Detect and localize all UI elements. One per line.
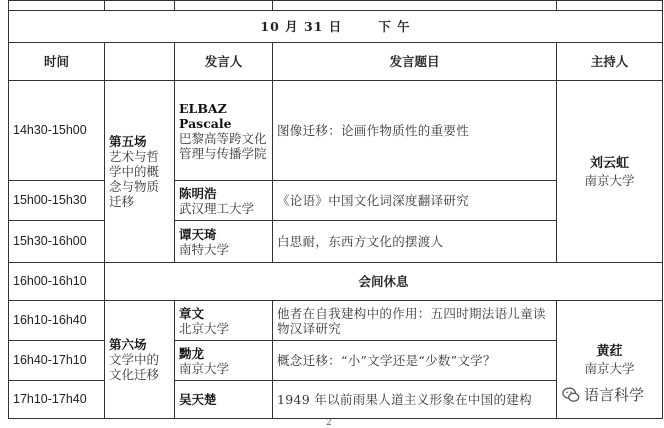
- speaker-org: 南京大学: [179, 360, 230, 376]
- host-org: 南京大学: [584, 360, 635, 376]
- date-header-row: [9, 11, 663, 43]
- table-row: [9, 81, 663, 181]
- cell: [175, 1, 273, 11]
- time-cell: 14h30-15h00: [9, 81, 105, 181]
- cell: [9, 1, 105, 11]
- cell: [557, 1, 663, 11]
- topic-cell: 图像迁移：论画作物质性的重要性: [273, 81, 557, 181]
- speaker-name: 吴天楚: [179, 392, 217, 407]
- break-row: [9, 263, 663, 301]
- session-subtitle: 文学中的文化迁移: [109, 352, 160, 382]
- date-period: 下 午: [378, 19, 411, 34]
- topic-cell: 1949 年以前雨果人道主义形象在中国的建构: [273, 381, 557, 419]
- cell: [105, 1, 175, 11]
- speaker-cell: [175, 301, 273, 341]
- speaker-org: 武汉理工大学: [179, 200, 255, 216]
- time-cell: 17h10-17h40: [9, 381, 105, 419]
- col-header-topic: 发言题目: [273, 43, 557, 81]
- speaker-org: 南特大学: [179, 241, 230, 257]
- topic-cell: 概念迁移：“小”文学还是“少数”文学？: [273, 341, 557, 381]
- time-cell: 16h00-16h10: [9, 263, 105, 301]
- session-cell: [105, 301, 175, 419]
- host-org: 南京大学: [584, 172, 635, 188]
- speaker-name: 章文: [179, 305, 205, 321]
- table-row: [9, 1, 663, 11]
- cell: [273, 1, 557, 11]
- time-cell: 16h10-16h40: [9, 301, 105, 341]
- col-header-time: 时间: [9, 43, 105, 81]
- wechat-icon: [562, 386, 580, 404]
- session-title: 第五场: [109, 134, 147, 149]
- speaker-cell: [175, 381, 273, 419]
- schedule-table: [8, 0, 663, 419]
- watermark: [558, 382, 648, 407]
- speaker-cell: [175, 181, 273, 221]
- speaker-org: 北京大学: [179, 320, 230, 336]
- host-name: 刘云虹: [589, 155, 629, 171]
- host-name: 黄荭: [596, 343, 623, 359]
- speaker-name: 陈明浩: [179, 185, 217, 201]
- speaker-cell: [175, 221, 273, 263]
- column-header-row: [9, 43, 663, 81]
- host-cell: [557, 81, 663, 263]
- speaker-cell: [175, 81, 273, 181]
- topic-cell: 他者在自我建构中的作用：五四时期法语儿童读物汉译研究: [273, 301, 557, 341]
- speaker-name: 谭天琦: [179, 226, 217, 242]
- date-day: 10 月 31 日: [260, 19, 343, 34]
- speaker-name: ELBAZ Pascale: [179, 100, 232, 131]
- topic-cell: 《论语》中国文化词深度翻译研究: [273, 181, 557, 221]
- col-header-host: 主持人: [557, 43, 663, 81]
- speaker-name: 黝龙: [179, 345, 205, 361]
- session-title: 第六场: [109, 337, 147, 352]
- speaker-org: 巴黎高等跨文化管理与传播学院: [179, 130, 267, 161]
- table-row: [9, 301, 663, 341]
- time-cell: 15h00-15h30: [9, 181, 105, 221]
- break-label: 会间休息: [105, 263, 663, 301]
- col-header-speaker: 发言人: [175, 43, 273, 81]
- session-subtitle: 艺术与哲学中的概念与物质迁移: [109, 149, 160, 209]
- page-number: 2: [326, 418, 332, 428]
- watermark-text: 语言科学: [583, 386, 644, 404]
- time-cell: 15h30-16h00: [9, 221, 105, 263]
- topic-cell: 白思耐，东西方文化的摆渡人: [273, 221, 557, 263]
- date-header: [9, 11, 663, 43]
- col-header-session: [105, 43, 175, 81]
- speaker-cell: [175, 341, 273, 381]
- session-cell: [105, 81, 175, 263]
- time-cell: 16h40-17h10: [9, 341, 105, 381]
